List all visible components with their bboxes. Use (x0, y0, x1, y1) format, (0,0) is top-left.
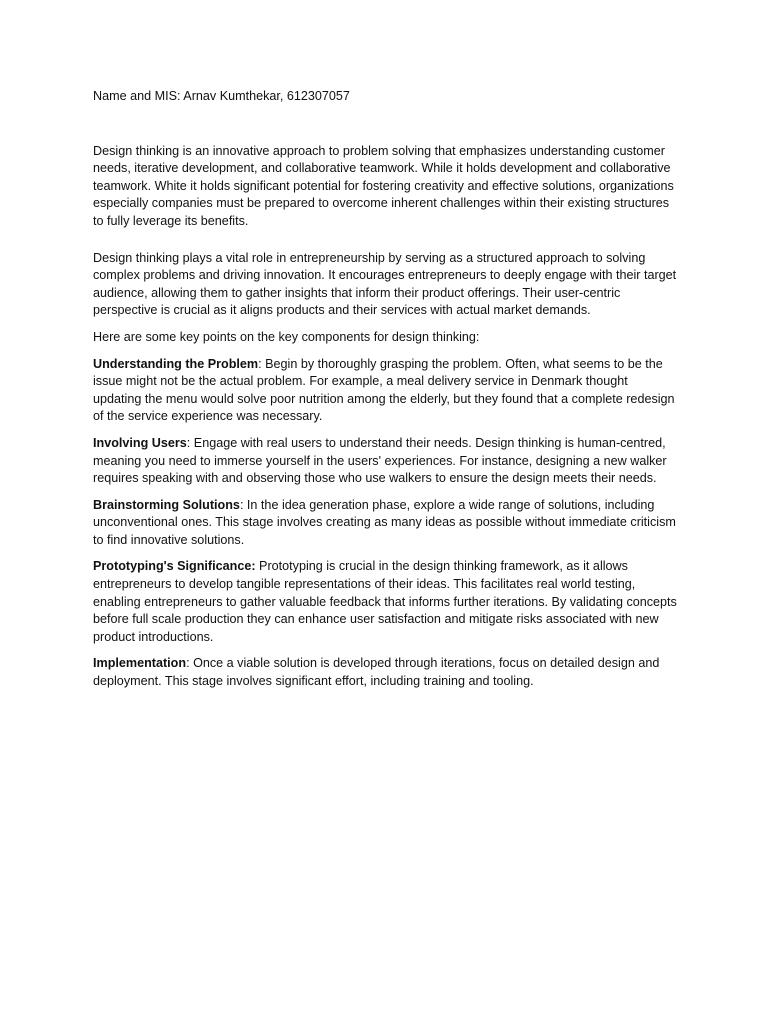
component-text: : Once a viable solution is developed through iterations, focus on detailed design and deployment. This stage involves significant effort, including training and tooling. (93, 656, 660, 689)
component-text: : Engage with real users to understand their needs. Design thinking is human-centred, meaning you need to immerse yourself in the users' experiences. For instance, designing a new walker requires speaking with and observing those who use walkers to ensure the design meets their needs. (93, 435, 667, 486)
component-term: Brainstorming Solutions (93, 497, 240, 512)
component-term: Implementation (93, 656, 187, 671)
component-text: : In the idea generation phase, explore a wide range of solutions, including unconventional ones. This stage involves creating as many ideas as possible without immediate criticism to find innovative solutions. (93, 497, 676, 547)
component-brainstorming-solutions (93, 497, 677, 550)
component-term: Prototyping's Significance: (93, 559, 256, 574)
component-term: Involving Users (93, 435, 187, 450)
key-points-lead-in: Here are some key points on the key components for design thinking: (93, 329, 480, 344)
component-prototyping-significance (93, 558, 677, 646)
component-understanding-problem (93, 356, 677, 426)
component-implementation (93, 655, 677, 690)
component-term: Understanding the Problem (93, 356, 259, 371)
role-paragraph: Design thinking plays a vital role in entrepreneurship by serving as a structured approach to solving complex problems and driving innovation. It encourages entrepreneurs to deeply engage with their target audience, allowing them to gather insights that inform their product offerings. Their user-centric perspective is crucial as it aligns products and their services with actual market demands. (93, 250, 677, 318)
intro-paragraph: Design thinking is an innovative approach to problem solving that emphasizes understanding customer needs, iterative development, and collaborative teamwork. While it holds development and collaborative teamwork. White it holds significant potential for fostering creativity and effective solutions, organizations especially companies must be prepared to overcome inherent challenges within their existing structures to fully leverage its benefits. (93, 143, 674, 228)
name-and-mis-line: Name and MIS: Arnav Kumthekar, 612307057 (93, 89, 350, 103)
component-text: : Begin by thoroughly grasping the problem. Often, what seems to be the issue might not be the actual problem. For example, a meal delivery service in Denmark thought updating the menu would solve poor nutrition among the elderly, but they found that a complete redesign of the service experience was necessary. (93, 356, 675, 424)
component-text: Prototyping is crucial in the design thinking framework, as it allows entrepreneurs to develop tangible representations of their ideas. This facilitates real world testing, enabling entrepreneurs to gather valuable feedback that informs further iterations. By validating concepts before full scale production they can enhance user satisfaction and mitigate risks associated with new product introductions. (93, 559, 677, 644)
document-page (93, 88, 677, 700)
component-involving-users (93, 435, 677, 488)
